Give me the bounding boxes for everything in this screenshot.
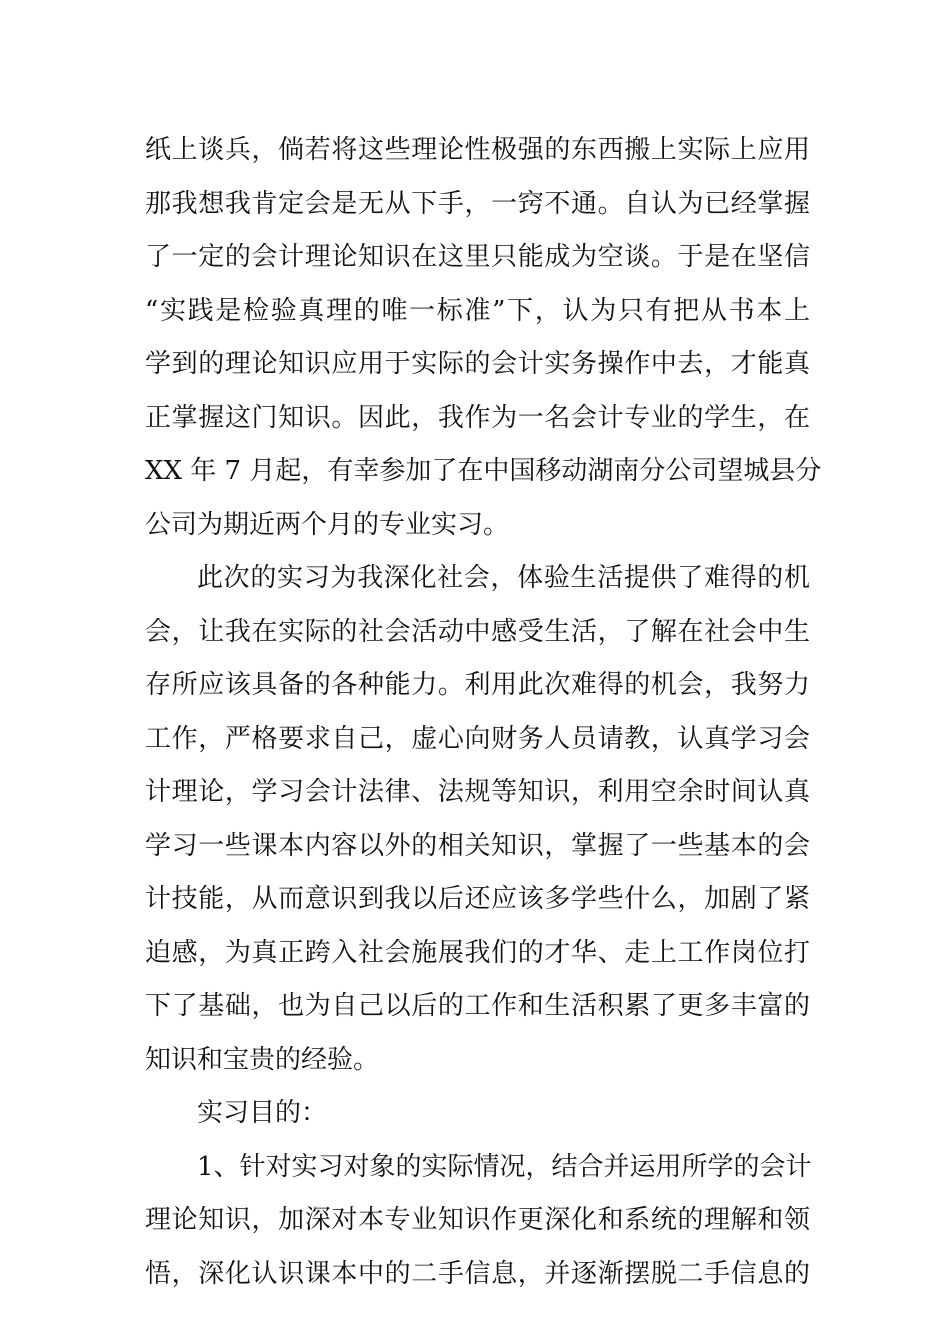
paragraph-line: 纸上谈兵，倘若将这些理论性极强的东西搬上实际上应用 — [145, 135, 810, 165]
paragraph-line: 下了基础，也为自己以后的工作和生活积累了更多丰富的 — [145, 991, 810, 1021]
paragraph-line: 了一定的会计理论知识在这里只能成为空谈。于是在坚信 — [145, 242, 810, 272]
paragraph-line: “实践是检验真理的唯一标准”下，认为只有把从书本上 — [145, 295, 810, 326]
paragraph-line: 存所应该具备的各种能力。利用此次难得的机会，我努力 — [145, 670, 810, 700]
document-body — [145, 124, 822, 1301]
paragraph-line: 工作，严格要求自己，虚心向财务人员请教，认真学习会 — [145, 723, 810, 754]
paragraph-line: 悟，深化认识课本中的二手信息，并逐渐摆脱二手信息的 — [145, 1258, 810, 1289]
paragraph-line: 学习一些课本内容以外的相关知识，掌握了一些基本的会 — [145, 830, 810, 861]
paragraph-line: 公司为期近两个月的专业实习。 — [145, 509, 510, 540]
paragraph-line: 学到的理论知识应用于实际的会计实务操作中去，才能真 — [145, 349, 810, 379]
paragraph-line: 迫感，为真正跨入社会施展我们的才华、走上工作岗位打 — [145, 937, 810, 968]
paragraph-line: 此次的实习为我深化社会，体验生活提供了难得的机 — [197, 563, 810, 593]
paragraph-line: 会，让我在实际的社会活动中感受生活，了解在社会中生 — [145, 616, 810, 647]
paragraph-line: XX 年 7 月起，有幸参加了在中国移动湖南分公司望城县分 — [145, 456, 822, 486]
paragraph-line: 那我想我肯定会是无从下手，一窍不通。自认为已经掌握 — [145, 188, 810, 219]
paragraph-line: 计理论，学习会计法律、法规等知识，利用空余时间认真 — [145, 777, 810, 807]
paragraph-line: 理论知识，加深对本专业知识作更深化和系统的理解和领 — [145, 1205, 810, 1235]
paragraph-line: 正掌握这门知识。因此，我作为一名会计专业的学生，在 — [145, 402, 810, 433]
paragraph-line: 知识和宝贵的经验。 — [145, 1044, 380, 1075]
section-heading: 实习目的： — [197, 1098, 328, 1128]
paragraph-line: 1、针对实习对象的实际情况，结合并运用所学的会计 — [197, 1151, 812, 1182]
paragraph-line: 计技能，从而意识到我以后还应该多学些什么，加剧了紧 — [145, 884, 810, 914]
